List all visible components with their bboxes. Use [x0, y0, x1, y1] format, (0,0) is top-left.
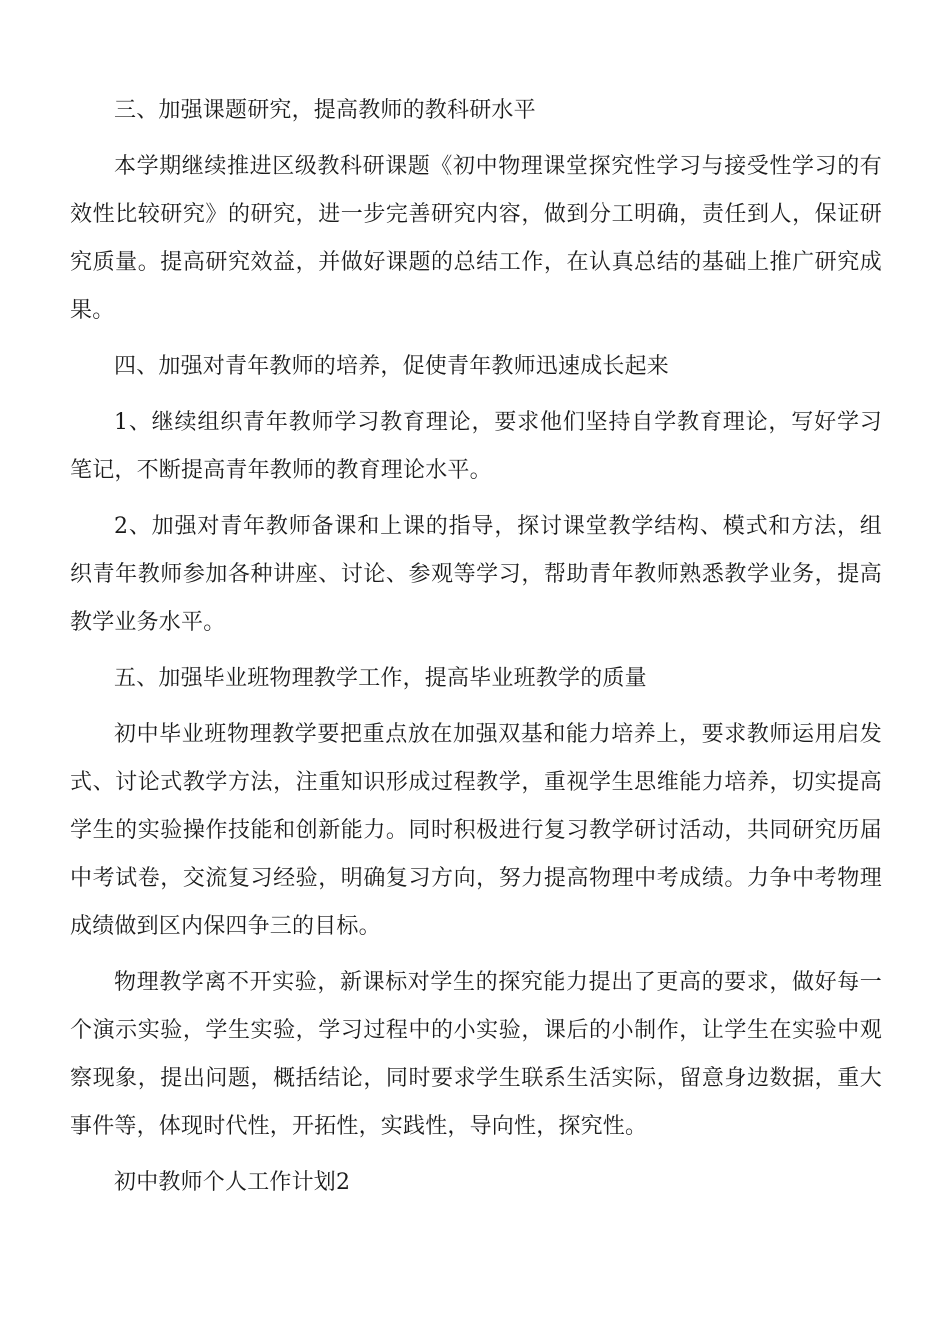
section-heading-research: 三、加强课题研究，提高教师的教科研水平 [114, 98, 536, 123]
paragraph-graduating-class: 初中毕业班物理教学要把重点放在加强双基和能力培养上，要求教师运用启发式、讨论式教学方法，注重知识形成过程教学，重视学生思维能力培养，切实提高学生的实验操作技能和创新能力。同时积极进行复习教学研讨活动，共同研究历届中考试卷，交流复习经验，明确复习方向，努力提高物理中考成绩。力争中考物理成绩做到区内保四争三的目标。 [70, 722, 882, 939]
document-body [70, 87, 882, 1215]
paragraph-experiments: 物理教学离不开实验，新课标对学生的探究能力提出了更高的要求，做好每一个演示实验，学生实验，学习过程中的小实验，课后的小制作，让学生在实验中观察现象，提出问题，概括结论，同时要求学生联系生活实际，留意身边数据，重大事件等，体现时代性，开拓性，实践性，导向性，探究性。 [70, 970, 882, 1139]
plan-title-2: 初中教师个人工作计划2 [114, 1170, 351, 1195]
paragraph-young-teachers-1: 1、继续组织青年教师学习教育理论，要求他们坚持自学教育理论，写好学习笔记，不断提高青年教师的教育理论水平。 [70, 410, 882, 483]
section-heading-young-teachers: 四、加强对青年教师的培养，促使青年教师迅速成长起来 [114, 354, 670, 379]
paragraph-research: 本学期继续推进区级教科研课题《初中物理课堂探究性学习与接受性学习的有效性比较研究》的研究，进一步完善研究内容，做到分工明确，责任到人，保证研究质量。提高研究效益，并做好课题的总结工作，在认真总结的基础上推广研究成果。 [70, 154, 882, 323]
section-heading-graduating-class: 五、加强毕业班物理教学工作，提高毕业班教学的质量 [114, 666, 647, 691]
paragraph-young-teachers-2: 2、加强对青年教师备课和上课的指导，探讨课堂教学结构、模式和方法，组织青年教师参加各种讲座、讨论、参观等学习，帮助青年教师熟悉教学业务，提高教学业务水平。 [70, 514, 882, 635]
